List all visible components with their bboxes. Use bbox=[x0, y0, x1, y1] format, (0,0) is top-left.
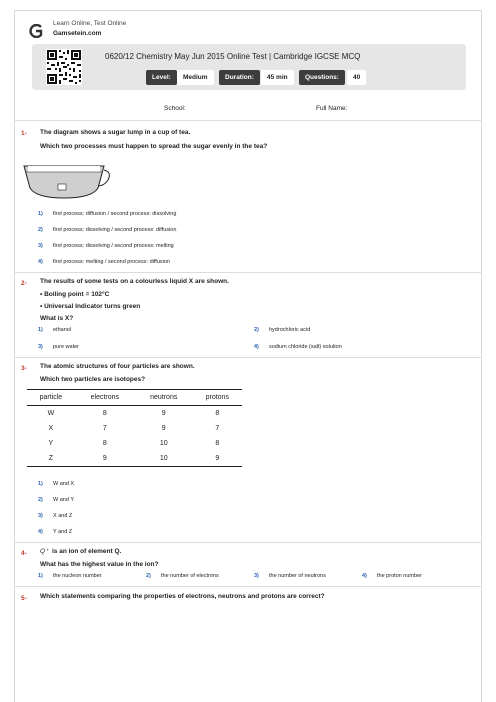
q1-option-4-number[interactable]: 4) bbox=[38, 259, 43, 265]
divider bbox=[14, 586, 482, 587]
question-3-number: 3- bbox=[21, 365, 27, 372]
table-cell: W bbox=[47, 410, 55, 417]
question-1-text: The diagram shows a sugar lump in a cup of tea. bbox=[40, 129, 191, 136]
table-cell: 7 bbox=[215, 425, 220, 432]
questions-label: Questions: bbox=[299, 70, 345, 85]
q3-option-1-number[interactable]: 1) bbox=[38, 481, 43, 487]
table-row bbox=[27, 406, 242, 422]
table-header: electrons bbox=[75, 390, 135, 406]
fullname-field-label: Full Name: bbox=[316, 105, 348, 112]
gamsetein-logo-icon[interactable] bbox=[28, 24, 44, 38]
table-cell: Y bbox=[48, 440, 54, 447]
divider bbox=[14, 272, 482, 273]
duration-value: 45 min bbox=[261, 70, 294, 85]
divider bbox=[14, 542, 482, 543]
q4-option-2-number[interactable]: 2) bbox=[146, 573, 151, 579]
page-border-top bbox=[14, 10, 482, 11]
table-cell: 10 bbox=[135, 451, 193, 467]
table-header: particle bbox=[27, 390, 75, 406]
page-border-right bbox=[481, 10, 482, 702]
duration-label: Duration: bbox=[219, 70, 260, 85]
q2-option-2[interactable]: hydrochloric acid bbox=[269, 327, 311, 333]
table-header-row bbox=[27, 390, 242, 406]
q4-option-2[interactable]: the number of electrons bbox=[161, 573, 219, 579]
q1-option-1[interactable]: first process: diffusion / second process: dissolving bbox=[53, 211, 177, 217]
q3-option-1[interactable]: W and X bbox=[53, 481, 75, 487]
q1-option-2[interactable]: first process: dissolving / second process: diffusion bbox=[53, 227, 177, 233]
ion-symbol: Q⁺ bbox=[40, 548, 49, 555]
q2-option-3-number[interactable]: 3) bbox=[38, 344, 43, 350]
q2-option-1[interactable]: ethanol bbox=[53, 327, 72, 333]
table-cell: 8 bbox=[215, 440, 220, 447]
table-cell: Z bbox=[27, 451, 75, 467]
atomic-structure-table bbox=[27, 389, 242, 467]
question-3-text: The atomic structures of four particles are shown. bbox=[40, 363, 195, 370]
question-1-number: 1- bbox=[21, 130, 27, 137]
q4-option-4[interactable]: the proton number bbox=[377, 573, 422, 579]
table-cell: 8 bbox=[215, 410, 220, 417]
table-cell: 7 bbox=[102, 425, 107, 432]
qr-code-icon bbox=[46, 49, 82, 85]
question-2-text: The results of some tests on a colourless liquid X are shown. bbox=[40, 278, 229, 285]
question-4-prompt: What has the highest value in the ion? bbox=[40, 561, 159, 568]
brand-site[interactable]: Gamsetein.com bbox=[53, 30, 102, 37]
question-2-prompt: What is X? bbox=[40, 315, 74, 322]
table-cell: 9 bbox=[161, 425, 166, 432]
table-cell: 8 bbox=[102, 440, 107, 447]
q2-option-2-number[interactable]: 2) bbox=[254, 327, 259, 333]
q4-option-4-number[interactable]: 4) bbox=[362, 573, 367, 579]
q3-option-4-number[interactable]: 4) bbox=[38, 529, 43, 535]
table-cell: 9 bbox=[193, 451, 242, 467]
question-3-prompt: Which two particles are isotopes? bbox=[40, 376, 146, 383]
question-2-bullet-1: • Boiling point = 102°C bbox=[40, 291, 110, 298]
divider bbox=[14, 120, 482, 121]
table-row bbox=[27, 436, 242, 451]
table-cell: 9 bbox=[75, 451, 135, 467]
q3-option-2-number[interactable]: 2) bbox=[38, 497, 43, 503]
question-4-text: is an ion of element Q. bbox=[52, 548, 122, 555]
table-row bbox=[27, 451, 242, 467]
question-5-text: Which statements comparing the properties of electrons, neutrons and protons are correct? bbox=[40, 593, 325, 600]
brand-tagline: Learn Online, Test Online bbox=[53, 20, 127, 27]
level-value: Medium bbox=[177, 70, 214, 85]
q2-option-1-number[interactable]: 1) bbox=[38, 327, 43, 333]
question-1-prompt: Which two processes must happen to spread the sugar evenly in the tea? bbox=[40, 143, 268, 150]
q4-option-3-number[interactable]: 3) bbox=[254, 573, 259, 579]
q4-option-1[interactable]: the nucleon number bbox=[53, 573, 102, 579]
q2-option-3[interactable]: pure water bbox=[53, 344, 79, 350]
question-2-bullet-2: • Universal Indicator turns green bbox=[40, 303, 141, 310]
q1-option-3-number[interactable]: 3) bbox=[38, 243, 43, 249]
table-cell: 9 bbox=[161, 410, 166, 417]
question-2-number: 2- bbox=[21, 280, 27, 287]
table-header: neutrons bbox=[135, 390, 193, 406]
table-cell: X bbox=[48, 425, 54, 432]
tea-cup-diagram bbox=[20, 156, 112, 202]
table-cell: 10 bbox=[159, 440, 168, 447]
q1-option-4[interactable]: first process: melting / second process: diffusion bbox=[53, 259, 170, 265]
q2-option-4[interactable]: sodium chloride (salt) solution bbox=[269, 344, 342, 350]
q3-option-3-number[interactable]: 3) bbox=[38, 513, 43, 519]
question-5-number: 5- bbox=[21, 595, 27, 602]
test-title: 0620/12 Chemistry May Jun 2015 Online Test | Cambridge IGCSE MCQ bbox=[105, 52, 361, 61]
q4-option-1-number[interactable]: 1) bbox=[38, 573, 43, 579]
page-border-left bbox=[14, 10, 15, 702]
table-header: protons bbox=[193, 390, 242, 406]
table-row bbox=[27, 421, 242, 436]
q3-option-2[interactable]: W and Y bbox=[53, 497, 74, 503]
q2-option-4-number[interactable]: 4) bbox=[254, 344, 259, 350]
level-label: Level: bbox=[146, 70, 177, 85]
q1-option-1-number[interactable]: 1) bbox=[38, 211, 43, 217]
question-4-number: 4- bbox=[21, 550, 27, 557]
q1-option-3[interactable]: first process: dissolving / second process: melting bbox=[53, 243, 174, 249]
divider bbox=[14, 357, 482, 358]
q3-option-4[interactable]: Y and Z bbox=[53, 529, 73, 535]
q4-option-3[interactable]: the number of neutrons bbox=[269, 573, 326, 579]
table-cell: 8 bbox=[102, 410, 107, 417]
q1-option-2-number[interactable]: 2) bbox=[38, 227, 43, 233]
q3-option-3[interactable]: X and Z bbox=[53, 513, 73, 519]
school-field-label: School: bbox=[164, 105, 186, 112]
questions-value: 40 bbox=[347, 70, 366, 85]
